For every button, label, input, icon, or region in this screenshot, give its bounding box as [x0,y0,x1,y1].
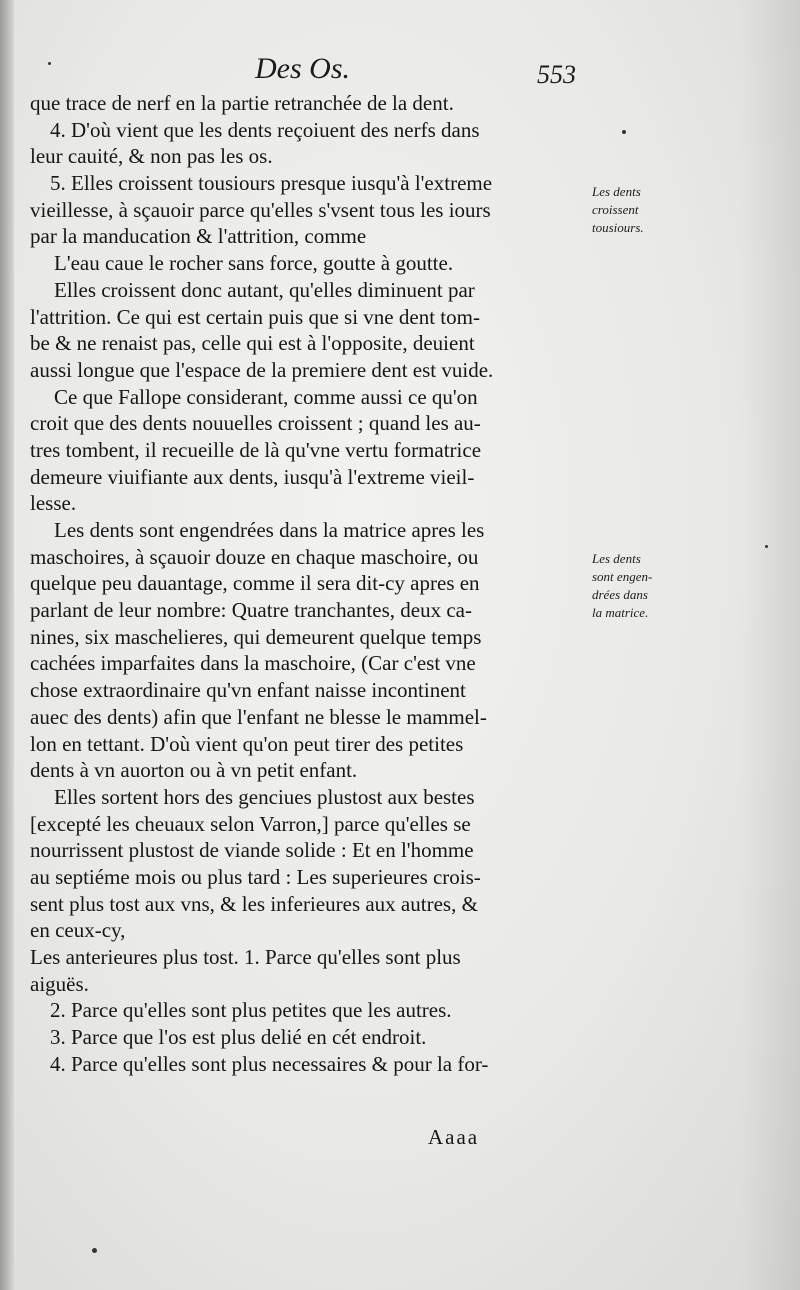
text-line: nines, six maschelieres, qui demeurent quelque temps [30,624,482,649]
text-line: Elles croissent donc autant, qu'elles diminuent par [54,277,475,302]
ink-speck [765,545,768,548]
running-title: Des Os. [255,52,350,85]
text-line: 4. D'où vient que les dents reçoiuent des nerfs dans [50,117,480,142]
marginal-note-line: Les dents [592,551,641,566]
text-line: leur cauité, & non pas les os. [30,144,273,169]
text-line: que trace de nerf en la partie retranchée de la dent. [30,91,454,115]
text-line: nourrissent plustost de viande solide : Et en l'homme [30,838,474,863]
text-line: par la manducation & l'attrition, comme [30,224,367,249]
text-line: Les anterieures plus tost. 1. Parce qu'elles sont plus [30,945,461,969]
text-line: demeure viuifiante aux dents, iusqu'à l'extreme vieil- [30,464,475,489]
marginal-note-line: sont engen- [592,569,653,584]
text-line: Ce que Fallope considerant, comme aussi ce qu'on [54,384,478,409]
marginal-note-croissent [592,183,702,237]
text-line: en ceux-cy, [30,918,126,943]
text-line: tres tombent, il recueille de là qu'vne vertu formatrice [30,437,482,462]
text-line: 4. Parce qu'elles sont plus necessaires & pour la for- [50,1051,489,1076]
verse-line: L'eau caue le rocher sans force, goutte à goutte. [54,251,454,276]
text-line: chose extraordinaire qu'vn enfant naisse incontinent [30,678,466,703]
text-line: lon en tettant. D'où vient qu'on peut tirer des petites [30,731,464,756]
text-line: Elles sortent hors des genciues plustost aux bestes [54,784,475,809]
page-number: 553 [537,60,576,89]
text-line: parlant de leur nombre: Quatre tranchantes, deux ca- [30,598,472,623]
body-text [30,90,585,1077]
text-line: 3. Parce que l'os est plus delié en cét endroit. [50,1025,427,1050]
text-line: 2. Parce qu'elles sont plus petites que les autres. [50,998,452,1023]
text-line: lesse. [30,491,77,516]
text-line: vieillesse, à sçauoir parce qu'elles s'vsent tous les iours [30,197,491,222]
text-line: 5. Elles croissent tousiours presque iusqu'à l'extreme [50,171,493,196]
text-line: dents à vn auorton ou à vn petit enfant. [30,758,358,783]
marginal-note-line: tousiours. [592,220,644,235]
text-line: sent plus tost aux vns, & les inferieures aux autres, & [30,891,478,916]
page-edge-shadow [740,0,800,1290]
catchword: Aaaa [428,1125,480,1149]
binding-gutter [0,0,14,1290]
text-line: au septiéme mois ou plus tard : Les superieures crois- [30,864,481,889]
ink-speck [622,130,626,134]
text-line: l'attrition. Ce qui est certain puis que si vne dent tom- [30,304,480,329]
text-line: Les dents sont engendrées dans la matrice apres les [54,518,485,542]
text-line: maschoires, à sçauoir douze en chaque maschoire, ou [30,544,479,569]
text-line: croit que des dents nouuelles croissent ; quand les au- [30,411,481,436]
page-header [0,52,800,92]
text-line: auec des dents) afin que l'enfant ne blesse le mammel- [30,704,487,729]
text-line: quelque peu dauantage, comme il sera dit-cy apres en [30,571,480,596]
marginal-note-line: la matrice. [592,605,649,620]
text-line: aussi longue que l'espace de la premiere dent est vuide. [30,357,494,382]
ink-speck [48,62,51,65]
text-line: [excepté les cheuaux selon Varron,] parce qu'elles se [30,811,471,836]
marginal-note-line: Les dents [592,184,641,199]
ink-speck [92,1248,97,1253]
text-line: aiguës. [30,971,89,996]
marginal-note-engendrees [592,550,702,622]
marginal-note-line: croissent [592,202,639,217]
marginal-note-line: drées dans [592,587,648,602]
text-line: be & ne renaist pas, celle qui est à l'opposite, deuient [30,331,475,356]
text-line: cachées imparfaites dans la maschoire, (Car c'est vne [30,651,476,676]
